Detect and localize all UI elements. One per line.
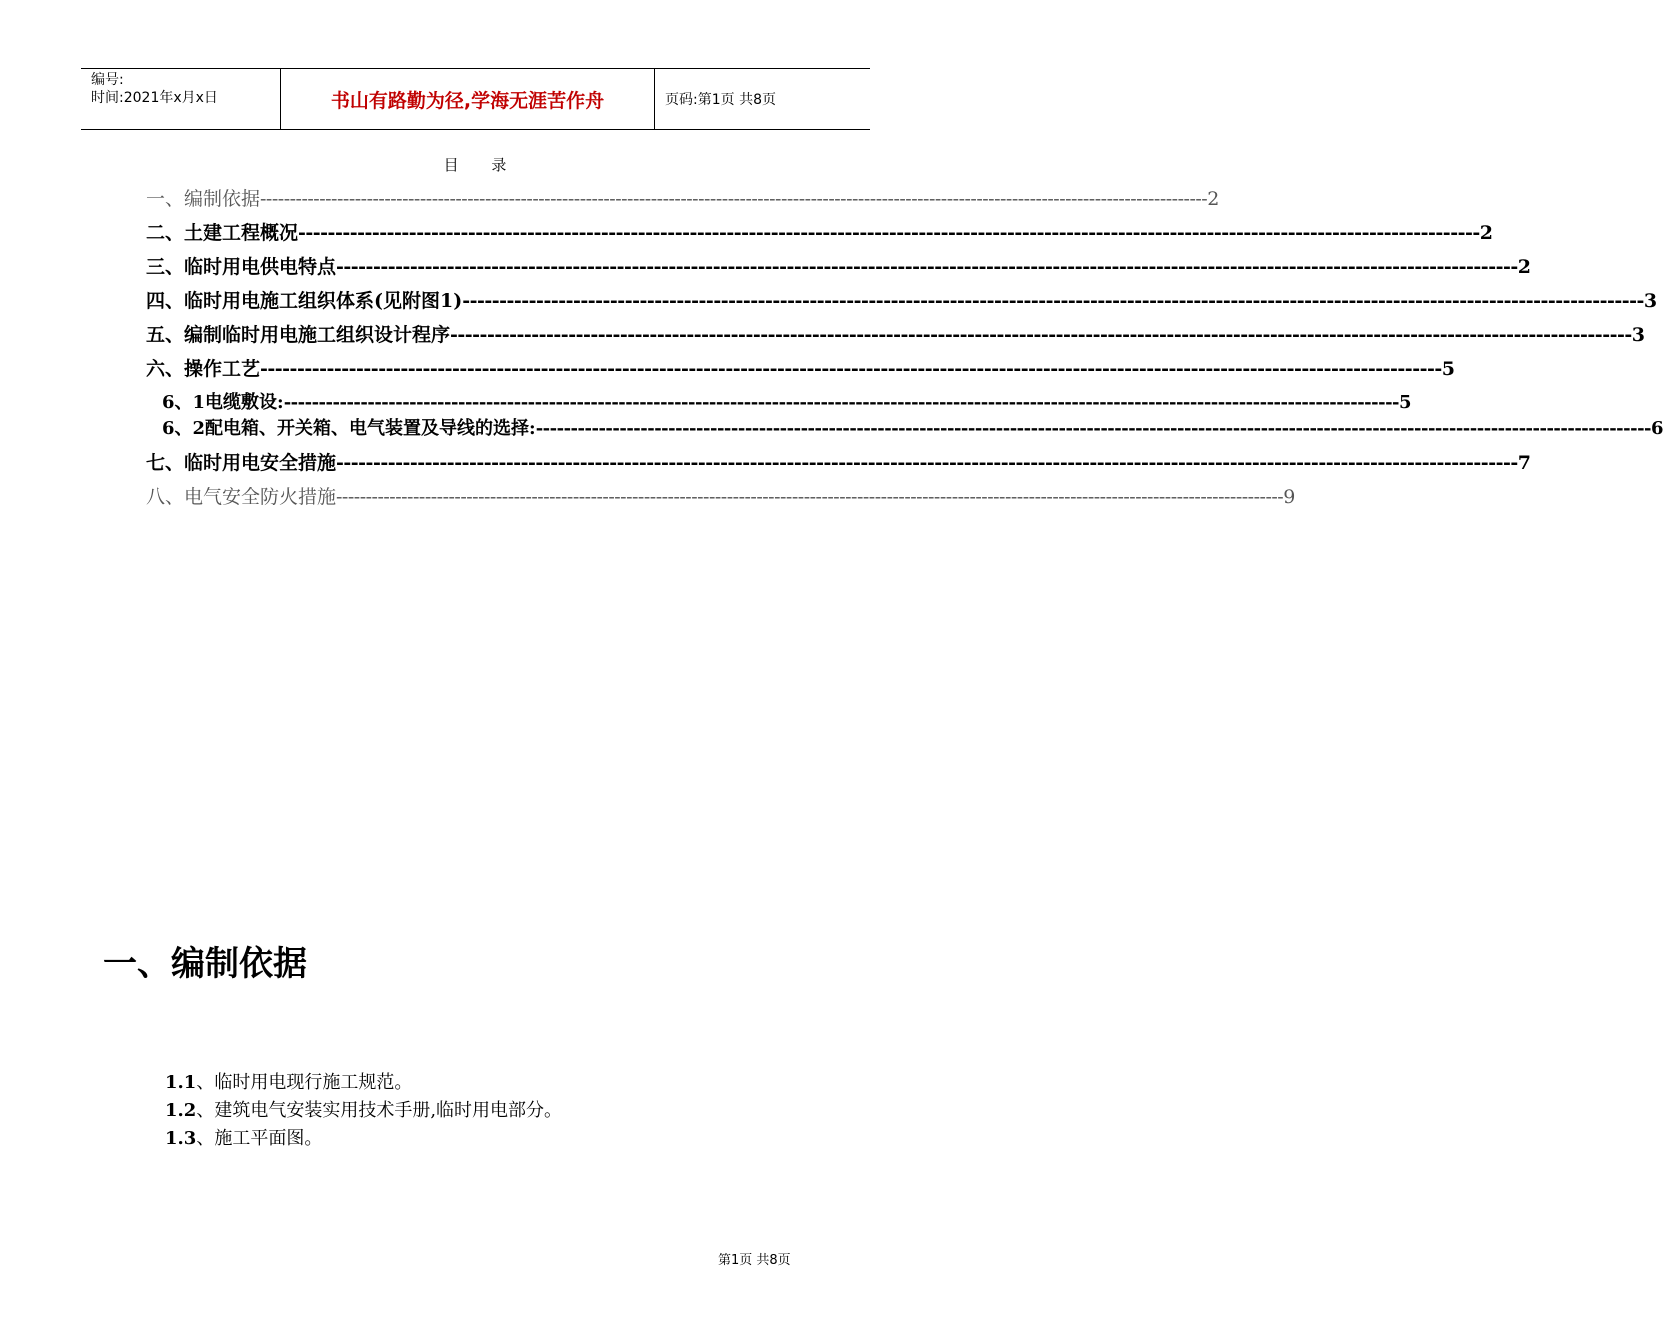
toc-leader: ----------------------------------------------------------------------------------------------------------------------------------------------------------------	[260, 188, 1208, 210]
table-of-contents	[146, 184, 1664, 516]
item-number: 1.2	[165, 1100, 197, 1121]
toc-leader: ----------------------------------------------------------------------------------------------------------------------------------------------------------------	[336, 486, 1284, 508]
toc-entry-label: 五、编制临时用电施工组织设计程序	[146, 324, 451, 346]
toc-title: 目 录	[443, 156, 521, 174]
header-meta	[81, 69, 281, 129]
toc-entry[interactable]	[146, 448, 1531, 482]
toc-entry-label: 八、电气安全防火措施	[146, 486, 337, 508]
toc-leader: ----------------------------------------------------------------------------------------------------------------------------------------------------------------	[462, 290, 1644, 312]
item-text: 、施工平面图。	[196, 1128, 323, 1149]
toc-entry[interactable]	[146, 320, 1645, 354]
toc-leader: ----------------------------------------------------------------------------------------------------------------------------------------------------------------	[298, 222, 1480, 244]
toc-entry-label: 四、临时用电施工组织体系(见附图1)	[146, 290, 463, 312]
header-time-label: 时间:2021年x月x日	[91, 90, 218, 106]
toc-subentry[interactable]	[146, 388, 1412, 414]
toc-entry[interactable]	[146, 354, 1455, 388]
item-number: 1.3	[165, 1128, 197, 1149]
toc-leader: ----------------------------------------------------------------------------------------------------------------------------------------------------------------	[283, 392, 1400, 413]
section-heading: 一、编制依据	[103, 944, 307, 984]
toc-entry-label: 六、操作工艺	[146, 358, 261, 380]
list-item	[165, 1125, 562, 1153]
toc-entry[interactable]	[146, 286, 1658, 320]
toc-leader: ----------------------------------------------------------------------------------------------------------------------------------------------------------------	[336, 256, 1518, 278]
header-page-label: 页码:第1页 共8页	[665, 92, 776, 108]
toc-entry[interactable]	[146, 252, 1531, 286]
toc-subentry[interactable]	[146, 414, 1664, 448]
toc-entry-label: 一、编制依据	[146, 188, 261, 210]
toc-leader: ----------------------------------------------------------------------------------------------------------------------------------------------------------------	[450, 324, 1632, 346]
footer-page-label: 第1页 共8页	[718, 1253, 791, 1268]
toc-entry-page: 2	[1479, 222, 1493, 244]
toc-entry[interactable]	[146, 482, 1296, 516]
toc-entry-page: 2	[1207, 188, 1220, 210]
toc-entry-page: 3	[1643, 290, 1658, 312]
toc-entry-label: 七、临时用电安全措施	[146, 452, 337, 474]
toc-entry-label: 6、1电缆敷设:	[162, 392, 284, 413]
toc-entry-page: 6	[1651, 418, 1664, 439]
header-number-label: 编号:	[91, 72, 124, 88]
item-number: 1.1	[165, 1072, 197, 1093]
toc-entry-page: 7	[1517, 452, 1531, 474]
toc-leader: ----------------------------------------------------------------------------------------------------------------------------------------------------------------	[535, 418, 1652, 439]
toc-entry-page: 5	[1441, 358, 1455, 380]
toc-entry-label: 6、2配电箱、开关箱、电气装置及导线的选择:	[162, 418, 536, 439]
toc-entry-label: 三、临时用电供电特点	[146, 256, 337, 278]
toc-entry-page: 3	[1631, 324, 1645, 346]
toc-entry-label: 二、土建工程概况	[146, 222, 299, 244]
toc-entry[interactable]	[146, 218, 1493, 252]
section-item-list	[165, 1069, 562, 1153]
list-item	[165, 1069, 562, 1097]
list-item	[165, 1097, 562, 1125]
toc-entry-page: 2	[1517, 256, 1531, 278]
item-text: 、建筑电气安装实用技术手册,临时用电部分。	[196, 1100, 563, 1121]
item-text: 、临时用电现行施工规范。	[196, 1072, 413, 1093]
header-motto: 书山有路勤为径,学海无涯苦作舟	[281, 69, 655, 129]
toc-entry-page: 5	[1399, 392, 1412, 413]
toc-entry[interactable]	[146, 184, 1220, 218]
page-header	[81, 68, 870, 130]
toc-entry-page: 9	[1283, 486, 1296, 508]
toc-leader: ----------------------------------------------------------------------------------------------------------------------------------------------------------------	[336, 452, 1518, 474]
toc-leader: ----------------------------------------------------------------------------------------------------------------------------------------------------------------	[260, 358, 1442, 380]
